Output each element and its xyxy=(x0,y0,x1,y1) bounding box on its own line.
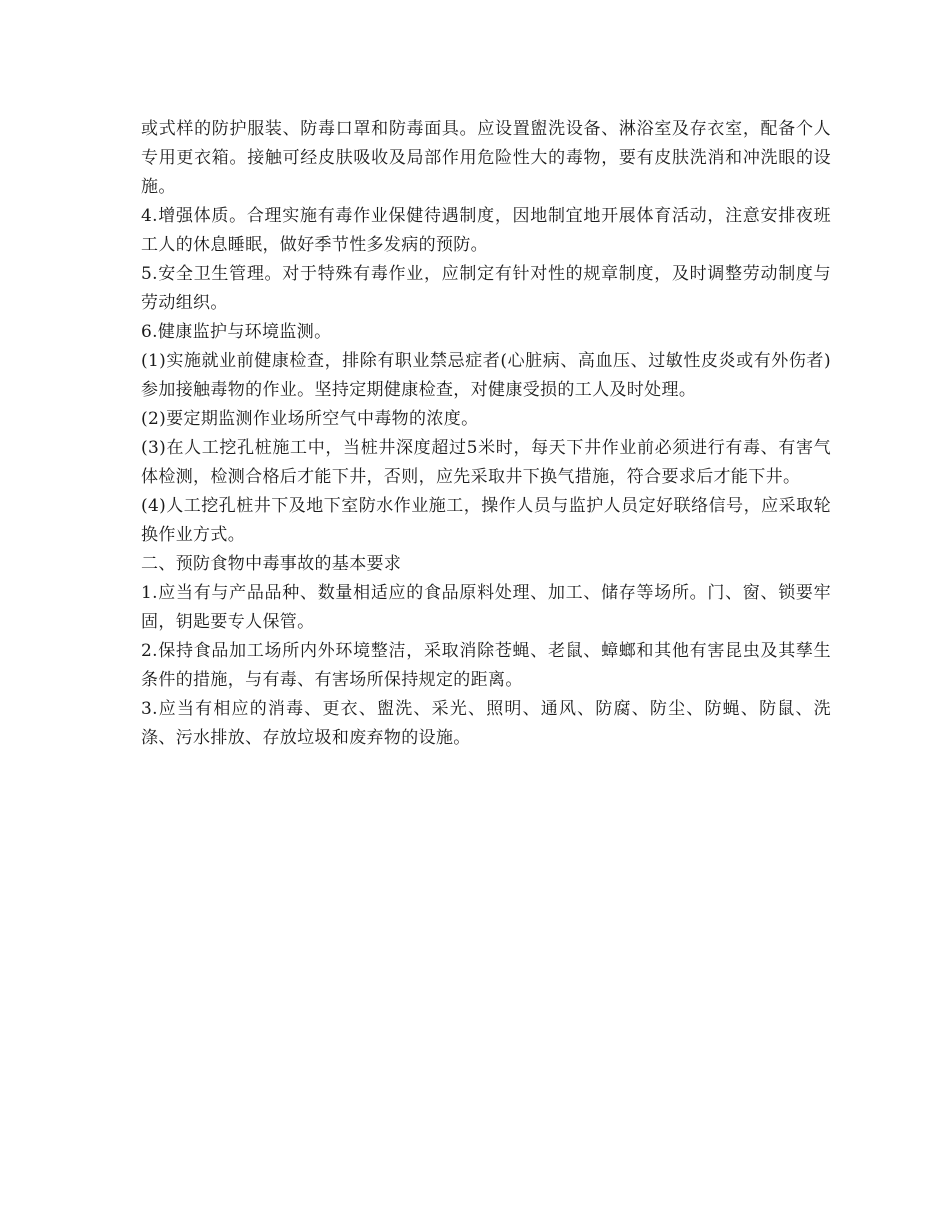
section-heading-food-poisoning: 二、预防食物中毒事故的基本要求 xyxy=(141,554,402,574)
paragraph-food-item-2: 2.保持食品加工场所内外环境整洁，采取消除苍蝇、老鼠、蟑螂和其他有害昆虫及其孳生条件的措施，与有毒、有害场所保持规定的距离。 xyxy=(141,641,831,690)
paragraph-item-4: 4.增强体质。合理实施有毒作业保健待遇制度，因地制宜地开展体育活动，注意安排夜班工人的休息睡眠，做好季节性多发病的预防。 xyxy=(141,206,831,255)
paragraph-food-item-1: 1.应当有与产品品种、数量相适应的食品原料处理、加工、储存等场所。门、窗、锁要牢固，钥匙要专人保管。 xyxy=(141,583,831,632)
paragraph-food-item-3: 3.应当有相应的消毒、更衣、盥洗、采光、照明、通风、防腐、防尘、防蝇、防鼠、洗涤、污水排放、存放垃圾和废弃物的设施。 xyxy=(141,699,831,748)
paragraph-subitem-2: (2)要定期监测作业场所空气中毒物的浓度。 xyxy=(141,409,479,429)
paragraph-item-6: 6.健康监护与环境监测。 xyxy=(141,322,332,342)
paragraph-protective-facilities: 或式样的防护服装、防毒口罩和防毒面具。应设置盥洗设备、淋浴室及存衣室，配备个人专用更衣箱。接触可经皮肤吸收及局部作用危险性大的毒物，要有皮肤洗消和冲洗眼的设施。 xyxy=(141,119,831,197)
paragraph-item-5: 5.安全卫生管理。对于特殊有毒作业，应制定有针对性的规章制度，及时调整劳动制度与劳动组织。 xyxy=(141,264,831,313)
document-body xyxy=(141,115,831,753)
paragraph-subitem-3: (3)在人工挖孔桩施工中，当桩井深度超过5米时，每天下井作业前必须进行有毒、有害气体检测，检测合格后才能下井，否则，应先采取井下换气措施，符合要求后才能下井。 xyxy=(141,438,831,487)
paragraph-subitem-1: (1)实施就业前健康检查，排除有职业禁忌症者(心脏病、高血压、过敏性皮炎或有外伤者)参加接触毒物的作业。坚持定期健康检查，对健康受损的工人及时处理。 xyxy=(141,351,831,400)
paragraph-subitem-4: (4)人工挖孔桩井下及地下室防水作业施工，操作人员与监护人员定好联络信号，应采取轮换作业方式。 xyxy=(141,496,831,545)
